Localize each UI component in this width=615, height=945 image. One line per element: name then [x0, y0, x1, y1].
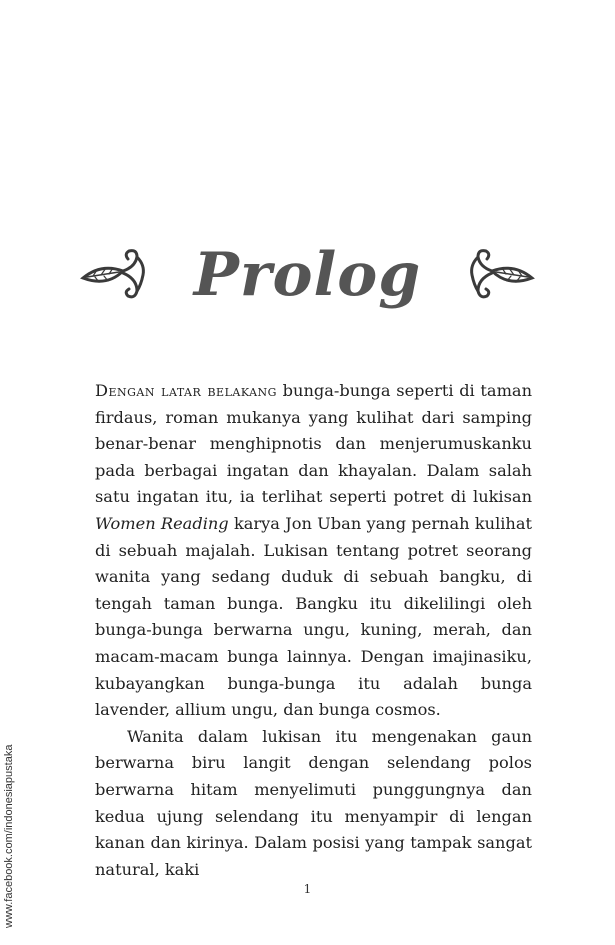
- leaf-swirl-ornament-icon: [77, 245, 172, 305]
- page-number: 1: [303, 882, 312, 896]
- paragraph-text: karya Jon Uban yang pernah kulihat di sebuah majalah. Lukisan tentang potret seorang wanita yang sedang duduk di sebuah bangku, di tengah taman bunga. Bangku itu dikelilingi oleh bunga-bunga berwarna ungu, kuning, merah, dan macam-macam bunga lainnya. Dengan imajinasiku, kubayangkan bunga-bunga itu adalah bunga lavender, allium ungu, dan bunga cosmos.: [95, 513, 533, 720]
- chapter-title: Prolog: [193, 240, 422, 310]
- paragraph-text: bunga-bunga seperti di taman firdaus, roman mukanya yang kulihat dari samping benar-benar menghipnotis dan menjerumuskanku pada berbagai ingatan dan khayalan. Dalam salah satu ingatan itu, ia terlihat seperti potret di lukisan: [95, 381, 532, 507]
- body-paragraph: Wanita dalam lukisan itu mengenakan gaun berwarna biru langit dengan selendang polos berwarna hitam menyelimuti punggungnya dan kedua ujung selendang itu menyampir di lengan kanan dan kirinya. Dalam posisi yang tampak sangat natural, kaki: [95, 726, 532, 879]
- side-watermark-url: www.facebook.com/indonesiapustaka: [3, 744, 15, 928]
- lead-smallcaps: Dengan latar belakang: [95, 381, 277, 400]
- leaf-swirl-ornament-icon: [443, 245, 538, 305]
- body-paragraph: [95, 378, 532, 724]
- chapter-heading: [0, 225, 615, 325]
- painting-title: Women Reading: [95, 513, 229, 533]
- chapter-body: [95, 378, 532, 883]
